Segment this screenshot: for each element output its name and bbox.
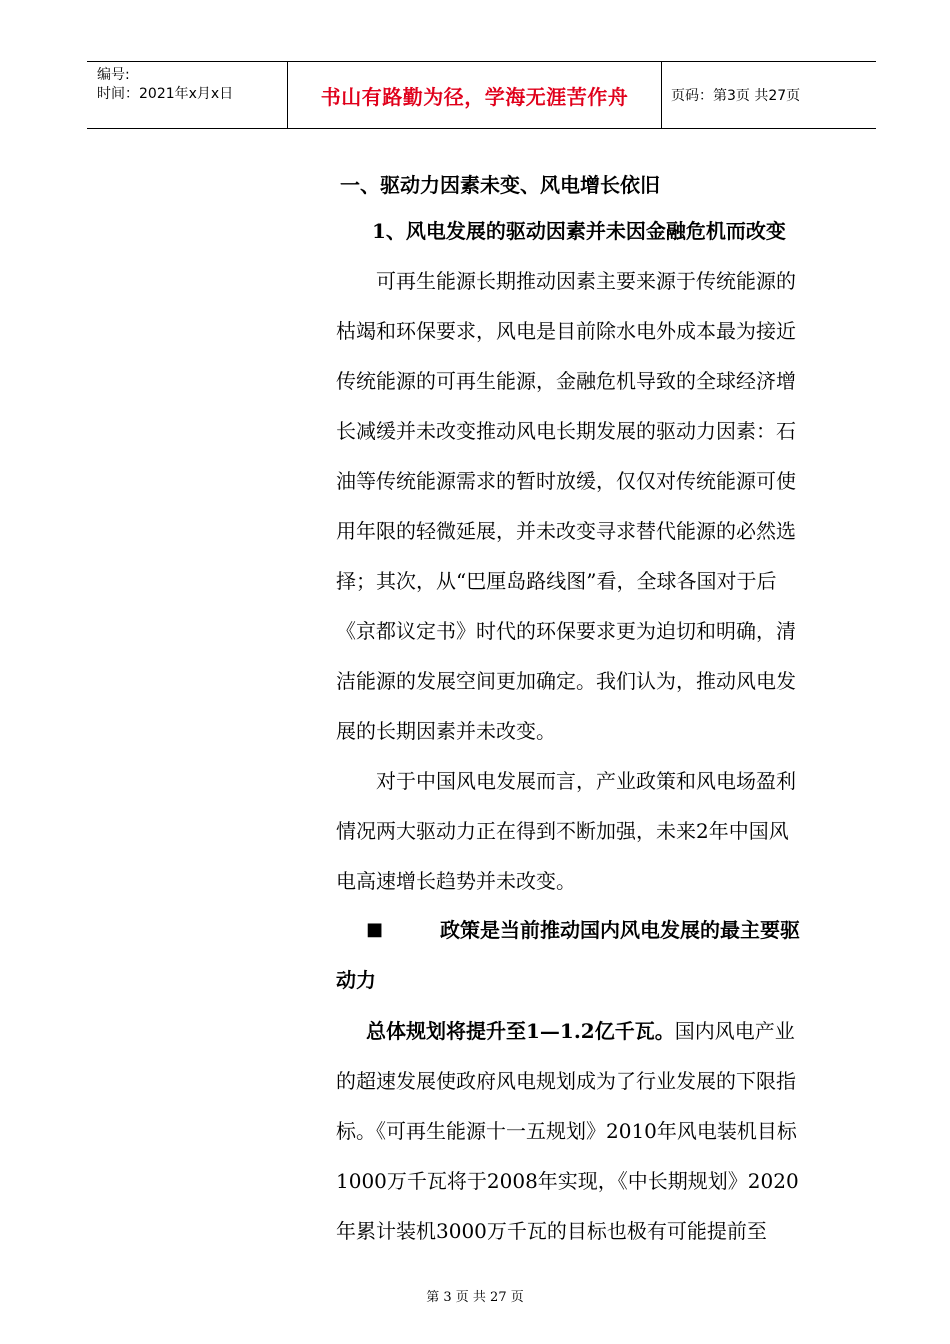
bullet-heading-line: 政策是当前推动国内风电发展的最主要驱 <box>440 918 800 942</box>
paragraph-line: 择；其次，从“巴厘岛路线图”看，全球各国对于后 <box>336 569 777 593</box>
header-motto: 书山有路勤为径，学海无涯苦作舟 <box>320 84 629 109</box>
paragraph-line: 长减缓并未改变推动风电长期发展的驱动力因素：石 <box>336 419 796 443</box>
paragraph-line: 传统能源的可再生能源，金融危机导致的全球经济增 <box>336 369 796 393</box>
paragraph-line: 1000万千瓦将于2008年实现，《中长期规划》2020 <box>336 1169 799 1193</box>
header-meta-cell <box>87 62 288 128</box>
paragraph-line: 展的长期因素并未改变。 <box>336 719 556 743</box>
header-page-cell <box>662 62 876 128</box>
page-footer: 第 3 页 共 27 页 <box>426 1290 524 1305</box>
paragraph-line: 用年限的轻微延展，并未改变寻求替代能源的必然选 <box>336 519 796 543</box>
paragraph-line: 洁能源的发展空间更加确定。我们认为，推动风电发 <box>336 669 796 693</box>
paragraph-text: 国内风电产业 <box>674 1019 795 1043</box>
paragraph-first-line <box>366 1018 795 1044</box>
document-time-label: 时间：2021年x月x日 <box>97 86 234 102</box>
paragraph-line: 的超速发展使政府风电规划成为了行业发展的下限指 <box>336 1069 796 1093</box>
bullet-square-icon: ■ <box>366 919 384 940</box>
paragraph-line: 油等传统能源需求的暂时放缓，仅仅对传统能源可使 <box>336 469 796 493</box>
paragraph-line: 年累计装机3000万千瓦的目标也极有可能提前至 <box>336 1219 767 1243</box>
subsection-heading: 1、风电发展的驱动因素并未因金融危机而改变 <box>372 219 786 243</box>
paragraph-line: 对于中国风电发展而言，产业政策和风电场盈利 <box>376 769 796 793</box>
emphasis-text: 总体规划将提升至1—1.2亿千瓦。 <box>366 1019 675 1043</box>
bullet-heading-line: 动力 <box>336 968 376 992</box>
paragraph-line: 电高速增长趋势并未改变。 <box>336 869 576 893</box>
paragraph-line: 情况两大驱动力正在得到不断加强，未来2年中国风 <box>336 819 789 843</box>
paragraph-line: 《京都议定书》时代的环保要求更为迫切和明确，清 <box>336 619 796 643</box>
header-page-label: 页码：第3页 共27页 <box>671 88 801 104</box>
paragraph-line: 可再生能源长期推动因素主要来源于传统能源的 <box>376 269 796 293</box>
paragraph-line: 枯竭和环保要求，风电是目前除水电外成本最为接近 <box>336 319 796 343</box>
page-header <box>87 61 876 129</box>
section-heading: 一、驱动力因素未变、风电增长依旧 <box>340 173 660 197</box>
paragraph-line: 标。《可再生能源十一五规划》2010年风电装机目标 <box>336 1119 797 1143</box>
document-number-label: 编号: <box>97 67 130 83</box>
header-motto-cell <box>288 62 662 128</box>
